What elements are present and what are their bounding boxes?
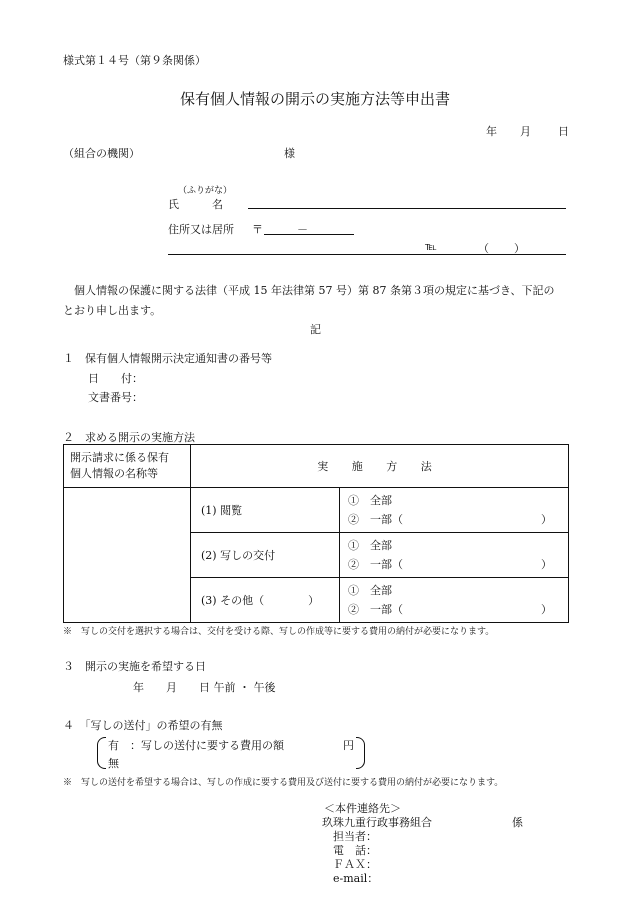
option-full[interactable]: ① 全部 [348,539,392,552]
contact-fax-label: ＦＡＸ： [333,858,377,871]
contact-heading: ＜本件連絡先＞ [324,802,401,815]
option-partial-label: ② 一部（ [348,558,403,571]
method-view-options[interactable] [340,488,569,533]
tel-paren-open: （ [478,242,489,255]
contact-person-label: 担当者： [333,830,377,843]
option-partial-label: ② 一部（ [348,513,403,526]
addressee-org: （組合の機関） [63,147,140,160]
left-brace [97,737,106,769]
contact-email-label: e-mail： [333,872,379,885]
contact-section-suffix: 係 [512,816,523,829]
postal-code-line[interactable] [264,234,354,235]
section1-heading: １ 保有個人情報開示決定通知書の番号等 [63,352,272,365]
table-header-row [64,445,569,488]
tel-label: ℡ [425,240,437,253]
method-other-options[interactable] [340,578,569,623]
date-month-label: 月 [520,125,531,138]
option-partial[interactable] [348,555,568,574]
intro-line-1: 個人情報の保護に関する法律（平成 15 年法律第 57 号）第 87 条第３項の規定に基づき、下記の [74,284,555,297]
option-full[interactable]: ① 全部 [348,584,392,597]
section4-heading: ４ 「写しの送付」の希望の有無 [63,719,223,732]
header-left-line-2: 個人情報の名称等 [70,467,158,480]
furigana-label: （ふりがな） [178,186,233,196]
section3-heading: ３ 開示の実施を希望する日 [63,660,206,673]
preferred-date-fields[interactable]: 年 月 日 午前 ・ 午後 [133,681,276,694]
info-name-cell[interactable] [64,488,191,623]
addressee-honorific: 様 [284,147,295,160]
option-partial-label: ② 一部（ [348,603,403,616]
name-field-line[interactable] [248,208,566,209]
yen-label: 円 [343,739,354,752]
tel-paren-close: ） [514,242,525,255]
method-other-label: (3) その他（ ） [191,578,340,623]
section4-note: ※ 写しの送付を希望する場合は、写しの作成に要する費用及び送付に要する費用の納付が必要になります。 [63,778,504,788]
method-copy-label: (2) 写しの交付 [191,533,340,578]
page-title: 保有個人情報の開示の実施方法等申出書 [179,90,450,108]
name-label: 氏 名 [168,198,223,211]
address-label: 住所又は居所 [168,223,234,236]
right-brace [356,737,365,769]
address-field-line[interactable] [168,254,566,255]
form-number: 様式第１４号（第９条関係） [63,54,206,67]
option-partial[interactable] [348,600,568,619]
method-row-view [64,488,569,533]
disclosure-method-table [63,444,569,623]
section2-heading: ２ 求める開示の実施方法 [63,431,195,444]
contact-org: 玖珠九重行政事務組合 [322,816,432,829]
intro-line-2: とおり申し出ます。 [63,304,162,317]
method-view-label: (1) 閲覧 [191,488,340,533]
method-copy-options[interactable] [340,533,569,578]
table-header-method: 実 施 方 法 [191,445,569,488]
section2-note: ※ 写しの交付を選択する場合は、交付を受ける際、写しの作成等に要する費用の納付が必要になります。 [63,627,495,637]
header-left-line-1: 開示請求に係る保有 [70,451,169,464]
option-partial-close: ） [541,603,552,616]
ki-label: 記 [310,323,321,336]
date-year-label: 年 [486,125,497,138]
postal-mark: 〒 [252,223,263,236]
option-send-yes[interactable]: 有 ：写しの送付に要する費用の額 [108,739,284,752]
date-day-label: 日 [558,125,569,138]
option-partial-close: ） [541,558,552,571]
option-partial-close: ） [541,513,552,526]
option-full[interactable]: ① 全部 [348,494,392,507]
postal-dash: － [297,223,308,236]
contact-phone-label: 電 話： [333,844,377,857]
decision-date-label: 日 付： [88,372,143,385]
option-partial[interactable] [348,510,568,529]
table-header-info-name [64,445,191,488]
option-send-no[interactable]: 無 [108,757,119,770]
document-number-label: 文書番号： [88,391,143,404]
